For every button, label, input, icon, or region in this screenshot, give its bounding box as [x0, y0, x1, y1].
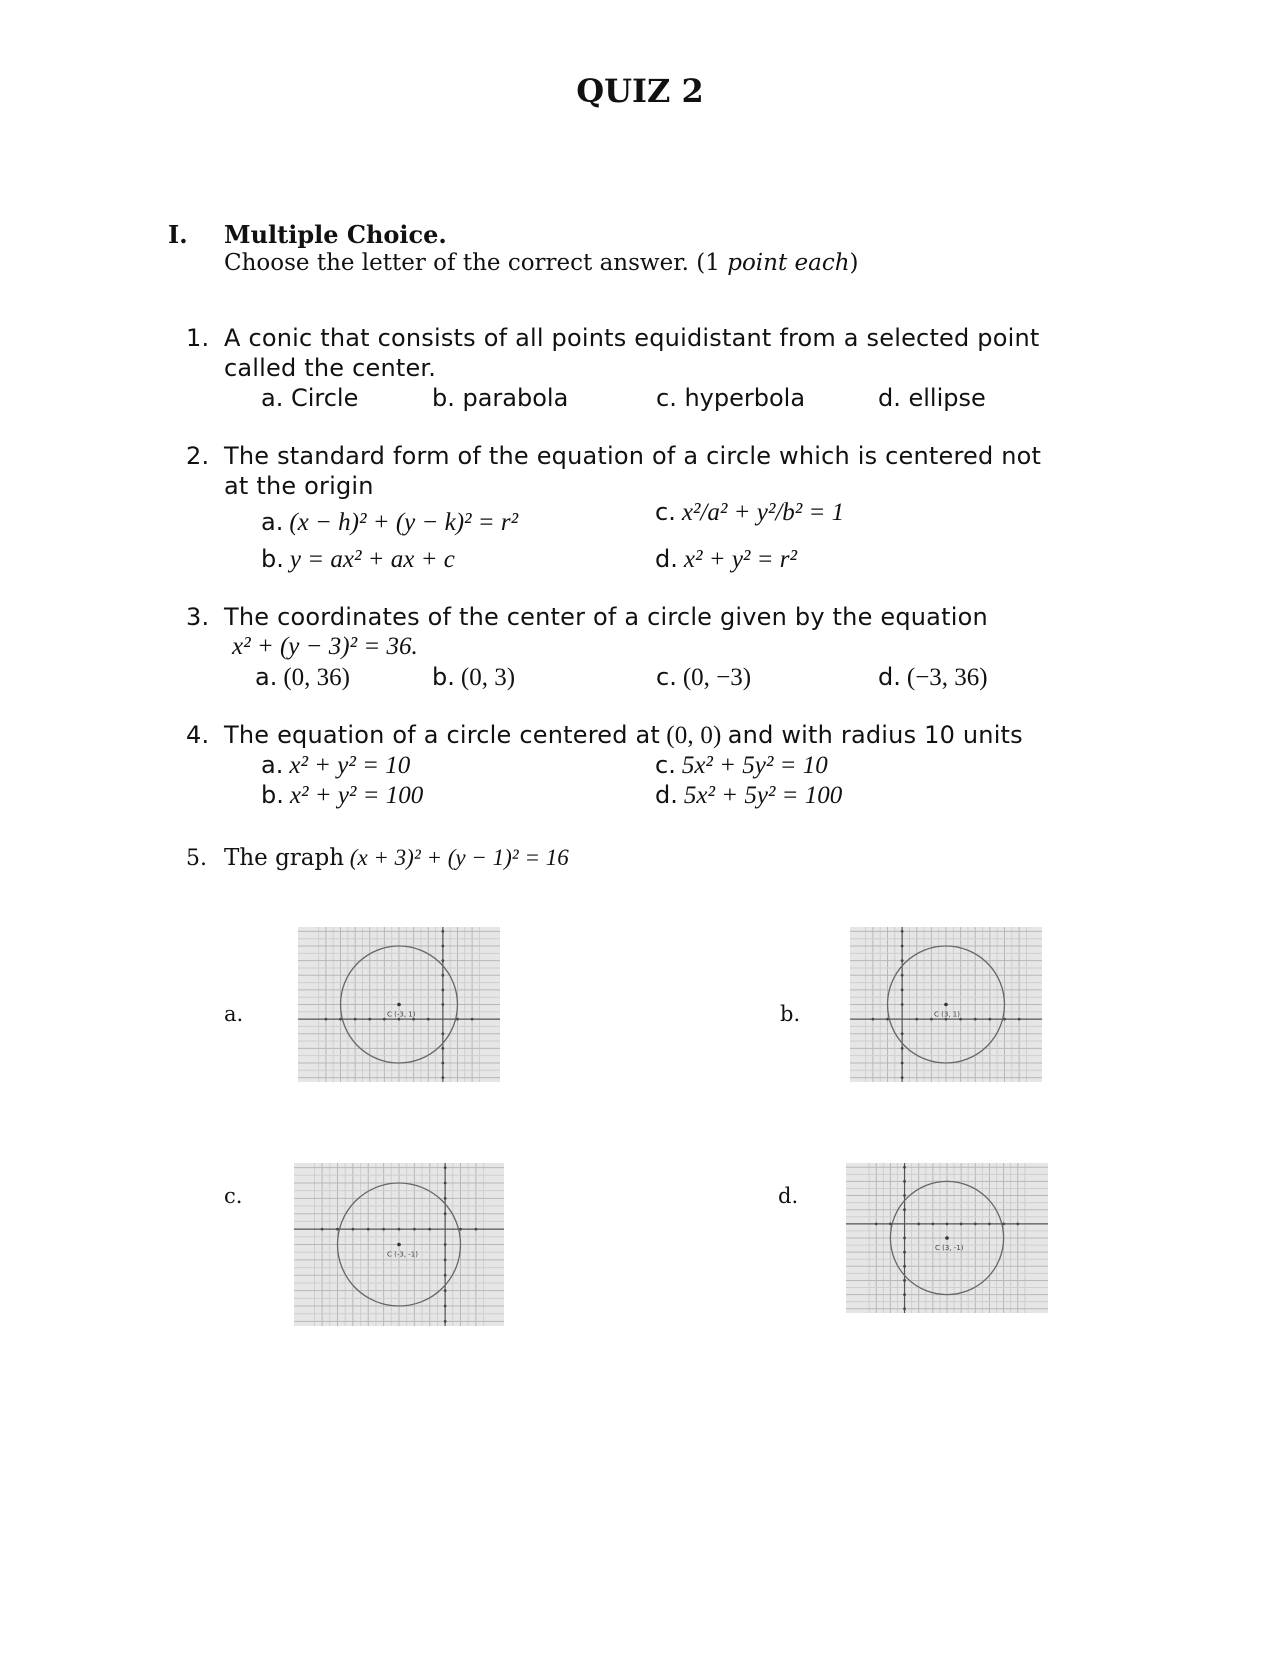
q5-option-c-label[interactable]: c. — [224, 1184, 243, 1208]
x-tick — [988, 1018, 991, 1021]
q5-text-label: The graph — [224, 845, 345, 871]
x-tick — [917, 1222, 920, 1225]
x-tick — [930, 1018, 933, 1021]
q1-option-c[interactable]: c. hyperbola — [656, 384, 806, 412]
q4-option-b-label: b. — [261, 781, 284, 809]
y-tick — [444, 1258, 447, 1261]
q5-text — [224, 845, 569, 871]
q2-option-d-math: x² + y² = r² — [683, 546, 798, 573]
y-tick — [444, 1274, 447, 1277]
q2-option-b-label: b. — [261, 545, 284, 573]
x-tick — [382, 1228, 385, 1231]
q5-equation: (x + 3)² + (y − 1)² = 16 — [349, 845, 569, 870]
q2-option-a-math: (x − h)² + (y − k)² = r² — [289, 509, 519, 536]
y-tick — [444, 1166, 447, 1169]
x-tick — [398, 1228, 401, 1231]
q2-option-a-label: a. — [261, 508, 284, 536]
y-tick — [903, 1251, 906, 1254]
x-tick — [336, 1228, 339, 1231]
q3-option-c-label: c. — [656, 663, 677, 691]
x-tick — [875, 1222, 878, 1225]
q1-text-line2: called the center. — [224, 354, 437, 382]
q5-graph-c[interactable] — [294, 1163, 504, 1326]
center-label: C (3, 1) — [934, 1010, 960, 1019]
y-tick — [441, 1032, 444, 1035]
y-tick — [444, 1182, 447, 1185]
y-tick — [901, 959, 904, 962]
x-tick — [988, 1222, 991, 1225]
q4-option-a-math: x² + y² = 10 — [289, 752, 411, 779]
x-tick — [383, 1018, 386, 1021]
q3-option-a[interactable] — [255, 663, 350, 692]
q4-option-b[interactable] — [261, 781, 423, 810]
q2-option-a[interactable] — [261, 508, 518, 537]
y-tick — [441, 988, 444, 991]
q3-option-b-math: (0, 3) — [460, 664, 516, 691]
q4-option-d[interactable] — [655, 781, 842, 810]
x-tick — [368, 1018, 371, 1021]
q4-text-pre: The equation of a circle centered at — [224, 721, 660, 749]
q3-number: 3. — [186, 603, 210, 631]
center-point — [944, 1003, 948, 1007]
instruction-text: Choose the letter of the correct answer. (1 — [224, 250, 728, 276]
q3-option-c-math: (0, −3) — [682, 664, 752, 691]
y-tick — [444, 1289, 447, 1292]
q4-text-line1 — [224, 721, 1023, 750]
x-tick — [960, 1222, 963, 1225]
instruction-emphasis: point each — [727, 250, 850, 276]
center-label: C (-3, -1) — [387, 1250, 418, 1259]
q4-option-a-label: a. — [261, 751, 284, 779]
x-tick — [427, 1018, 430, 1021]
x-tick — [428, 1228, 431, 1231]
q4-number: 4. — [186, 721, 210, 749]
y-tick — [901, 1003, 904, 1006]
x-tick — [1018, 1018, 1021, 1021]
q3-option-a-math: (0, 36) — [283, 664, 350, 691]
y-tick — [441, 945, 444, 948]
q3-option-b-label: b. — [432, 663, 455, 691]
q2-option-d-label: d. — [655, 545, 678, 573]
q5-graph-d[interactable] — [846, 1163, 1048, 1313]
x-tick — [1016, 1222, 1019, 1225]
x-tick — [459, 1228, 462, 1231]
q4-text-post: and with radius 10 units — [727, 721, 1023, 749]
x-tick — [974, 1222, 977, 1225]
y-tick — [444, 1197, 447, 1200]
x-tick — [413, 1228, 416, 1231]
q3-option-b[interactable] — [432, 663, 515, 692]
y-tick — [901, 1076, 904, 1079]
center-point — [397, 1243, 401, 1247]
center-label: C (-3, 1) — [387, 1010, 416, 1019]
x-tick — [915, 1018, 918, 1021]
center-label: C (3, -1) — [935, 1244, 964, 1252]
y-tick — [901, 1062, 904, 1065]
y-tick — [901, 945, 904, 948]
q4-option-d-label: d. — [655, 781, 678, 809]
y-tick — [903, 1279, 906, 1282]
y-tick — [903, 1194, 906, 1197]
q5-number: 5. — [186, 846, 207, 871]
y-tick — [441, 930, 444, 933]
x-tick — [354, 1018, 357, 1021]
y-tick — [903, 1307, 906, 1310]
y-tick — [441, 1003, 444, 1006]
y-tick — [901, 974, 904, 977]
q2-option-c-math: x²/a² + y²/b² = 1 — [681, 499, 845, 526]
y-tick — [441, 974, 444, 977]
x-tick — [367, 1228, 370, 1231]
q4-option-d-math: 5x² + 5y² = 100 — [683, 782, 843, 809]
x-tick — [931, 1222, 934, 1225]
q5-graph-b[interactable] — [850, 927, 1042, 1082]
q1-option-b[interactable]: b. parabola — [432, 384, 569, 412]
q4-option-a[interactable] — [261, 751, 410, 780]
q2-option-c-label: c. — [655, 498, 676, 526]
center-point — [945, 1236, 949, 1240]
x-tick — [974, 1018, 977, 1021]
q5-option-d-label[interactable]: d. — [778, 1184, 799, 1208]
y-tick — [444, 1243, 447, 1246]
x-tick — [351, 1228, 354, 1231]
section-heading: Multiple Choice. — [224, 220, 447, 249]
y-tick — [901, 930, 904, 933]
q3-option-d[interactable] — [878, 663, 988, 692]
x-tick — [321, 1228, 324, 1231]
q1-text-line1: A conic that consists of all points equidistant from a selected point — [224, 324, 1040, 352]
y-tick — [903, 1180, 906, 1183]
q4-option-c[interactable] — [655, 751, 828, 780]
section-number: I. — [168, 220, 188, 249]
q3-option-d-label: d. — [878, 663, 901, 691]
q1-option-d[interactable]: d. ellipse — [878, 384, 986, 412]
y-tick — [441, 1076, 444, 1079]
q3-text-line1: The coordinates of the center of a circle given by the equation — [224, 603, 988, 631]
q3-option-c[interactable] — [656, 663, 751, 692]
q1-number: 1. — [186, 324, 210, 352]
q5-option-a-label[interactable]: a. — [224, 1002, 244, 1026]
y-tick — [901, 988, 904, 991]
q3-option-d-math: (−3, 36) — [906, 664, 988, 691]
x-tick — [946, 1222, 949, 1225]
q4-text-math: (0, 0) — [666, 722, 722, 749]
q1-option-a[interactable]: a. Circle — [261, 384, 359, 412]
q5-graph-a[interactable] — [298, 927, 500, 1082]
y-tick — [441, 1062, 444, 1065]
y-tick — [444, 1305, 447, 1308]
quiz-title: QUIZ 2 — [576, 72, 704, 110]
q4-option-c-math: 5x² + 5y² = 10 — [681, 752, 828, 779]
instruction-close: ) — [849, 250, 859, 276]
x-tick — [471, 1018, 474, 1021]
q4-option-c-label: c. — [655, 751, 676, 779]
q2-option-d[interactable] — [655, 545, 797, 574]
y-tick — [903, 1293, 906, 1296]
x-tick — [871, 1018, 874, 1021]
center-point — [397, 1003, 401, 1007]
q2-text-line1: The standard form of the equation of a circle which is centered not — [224, 442, 1042, 470]
q2-option-c[interactable] — [655, 498, 844, 527]
y-tick — [444, 1212, 447, 1215]
q2-option-b[interactable] — [261, 545, 455, 574]
y-tick — [901, 1047, 904, 1050]
y-tick — [903, 1237, 906, 1240]
y-tick — [903, 1166, 906, 1169]
y-tick — [903, 1265, 906, 1268]
y-tick — [441, 959, 444, 962]
q3-equation: x² + (y − 3)² = 36. — [232, 633, 418, 660]
section-instruction — [224, 250, 859, 276]
q2-option-b-math: y = ax² + ax + c — [289, 546, 455, 573]
q2-text-line2: at the origin — [224, 472, 374, 500]
q5-option-b-label[interactable]: b. — [780, 1002, 801, 1026]
q4-option-b-math: x² + y² = 100 — [289, 782, 424, 809]
y-tick — [903, 1208, 906, 1211]
q3-option-a-label: a. — [255, 663, 278, 691]
x-tick — [324, 1018, 327, 1021]
y-tick — [444, 1320, 447, 1323]
x-tick — [474, 1228, 477, 1231]
y-tick — [441, 1047, 444, 1050]
y-tick — [901, 1032, 904, 1035]
q2-number: 2. — [186, 442, 210, 470]
